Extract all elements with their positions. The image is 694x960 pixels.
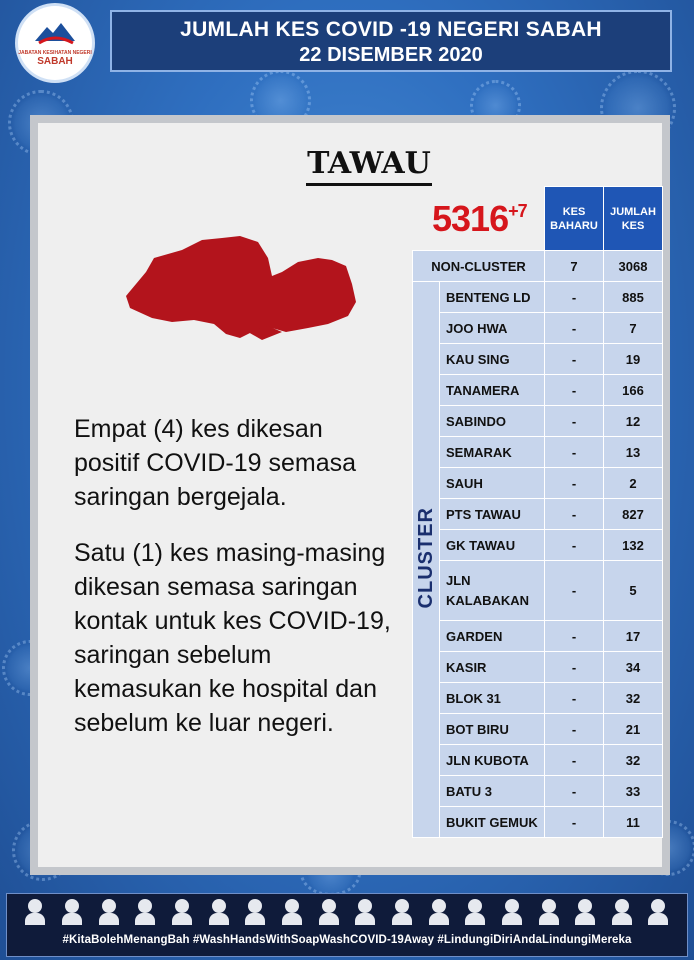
paragraph-line: Empat (4) kes dikesan (74, 415, 323, 443)
footer-hashtags: #KitaBolehMenangBah #WashHandsWithSoapWashCOVID-19Away #LindungiDiriAndaLindungiMereka (62, 934, 632, 946)
cluster-name: GARDEN (440, 621, 545, 652)
cluster-total: 21 (604, 714, 663, 745)
person-icon (319, 899, 339, 925)
cluster-new: - (545, 652, 604, 683)
person-icon (25, 899, 45, 925)
person-icon (245, 899, 265, 925)
cluster-name: BLOK 31 (440, 683, 545, 714)
paragraph-one (74, 412, 356, 514)
paragraph-line: saringan bergejala. (74, 483, 287, 511)
cluster-total: 11 (604, 807, 663, 838)
paragraph-line: Satu (1) kes masing-masing (74, 539, 386, 567)
district-title: TAWAU (306, 146, 432, 186)
cluster-new: - (545, 776, 604, 807)
header-banner (110, 10, 672, 72)
cluster-total: 166 (604, 375, 663, 406)
cluster-new: - (545, 375, 604, 406)
people-silhouettes (7, 894, 687, 929)
cluster-total: 827 (604, 499, 663, 530)
cluster-name: JOO HWA (440, 313, 545, 344)
person-icon (465, 899, 485, 925)
person-icon (612, 899, 632, 925)
cluster-name-text: JLN KALABAKAN (446, 572, 530, 608)
cluster-new: - (545, 621, 604, 652)
person-icon (99, 899, 119, 925)
paragraph-line: sebelum ke luar negeri. (74, 709, 334, 737)
person-icon (429, 899, 449, 925)
non-cluster-new: 7 (545, 251, 604, 282)
cluster-total: 7 (604, 313, 663, 344)
cluster-name (440, 561, 545, 621)
person-icon (392, 899, 412, 925)
cluster-new: - (545, 468, 604, 499)
person-icon (135, 899, 155, 925)
header-total-cases: JUMLAH KES (604, 187, 663, 251)
person-icon (209, 899, 229, 925)
header-new-cases: KES BAHARU (545, 187, 604, 251)
new-cases-superscript: +7 (508, 201, 527, 221)
cluster-total: 19 (604, 344, 663, 375)
cluster-new: - (545, 313, 604, 344)
cluster-name: BENTENG LD (440, 282, 545, 313)
cluster-name: SEMARAK (440, 437, 545, 468)
cluster-new: - (545, 807, 604, 838)
person-icon (355, 899, 375, 925)
cluster-total: 132 (604, 530, 663, 561)
paragraph-line: kemasukan ke hospital dan (74, 675, 377, 703)
health-department-logo (18, 6, 92, 80)
header-date: 22 DISEMBER 2020 (299, 44, 483, 66)
cluster-total: 34 (604, 652, 663, 683)
cluster-name: BATU 3 (440, 776, 545, 807)
person-icon (172, 899, 192, 925)
cluster-new: - (545, 683, 604, 714)
paragraph-line: saringan sebelum (74, 641, 272, 669)
cluster-new: - (545, 406, 604, 437)
logo-small-text: JABATAN KESIHATAN NEGERI (18, 50, 92, 56)
mountain-logo-icon (33, 19, 77, 49)
paragraph-two (74, 536, 391, 740)
cluster-total: 12 (604, 406, 663, 437)
cluster-total: 32 (604, 745, 663, 776)
table-corner (413, 187, 545, 251)
cluster-total: 17 (604, 621, 663, 652)
cluster-table (412, 186, 663, 838)
cluster-new: - (545, 499, 604, 530)
cluster-new: - (545, 282, 604, 313)
cluster-name: TANAMERA (440, 375, 545, 406)
cluster-new: - (545, 437, 604, 468)
tawau-map-icon (122, 228, 362, 358)
cluster-name: BUKIT GEMUK (440, 807, 545, 838)
person-icon (539, 899, 559, 925)
cluster-name: SAUH (440, 468, 545, 499)
cluster-total: 5 (604, 561, 663, 621)
cluster-new: - (545, 561, 604, 621)
cluster-name: SABINDO (440, 406, 545, 437)
person-icon (575, 899, 595, 925)
person-icon (62, 899, 82, 925)
non-cluster-label: NON-CLUSTER (413, 251, 545, 282)
cluster-name: GK TAWAU (440, 530, 545, 561)
cluster-total: 2 (604, 468, 663, 499)
cluster-total: 13 (604, 437, 663, 468)
person-icon (502, 899, 522, 925)
cluster-new: - (545, 714, 604, 745)
paragraph-line: kontak untuk kes COVID-19, (74, 607, 391, 635)
cluster-column-label (413, 282, 440, 838)
paragraph-line: dikesan semasa saringan (74, 573, 358, 601)
cluster-new: - (545, 530, 604, 561)
cluster-total: 33 (604, 776, 663, 807)
cluster-name: KASIR (440, 652, 545, 683)
total-cases-value: 5316 (432, 198, 509, 239)
cluster-label: CLUSTER (414, 507, 437, 609)
cluster-new: - (545, 344, 604, 375)
header-title: JUMLAH KES COVID -19 NEGERI SABAH (180, 18, 602, 41)
footer-banner (6, 893, 688, 957)
cluster-name: BOT BIRU (440, 714, 545, 745)
person-icon (648, 899, 668, 925)
logo-name: SABAH (37, 56, 73, 67)
cluster-total: 32 (604, 683, 663, 714)
cluster-new: - (545, 745, 604, 776)
non-cluster-total: 3068 (604, 251, 663, 282)
cluster-name: PTS TAWAU (440, 499, 545, 530)
person-icon (282, 899, 302, 925)
cluster-name: KAU SING (440, 344, 545, 375)
cluster-name: JLN KUBOTA (440, 745, 545, 776)
cluster-total: 885 (604, 282, 663, 313)
paragraph-line: positif COVID-19 semasa (74, 449, 357, 477)
